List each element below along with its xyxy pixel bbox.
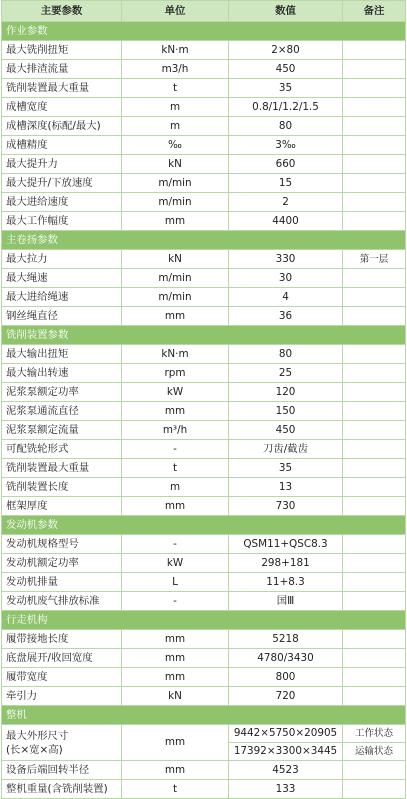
param-name: 泥浆泵额定流量 <box>2 421 122 440</box>
param-name <box>2 725 122 761</box>
param-value: 120 <box>229 383 343 402</box>
section-title: 整机 <box>2 706 406 725</box>
param-unit: ‰ <box>122 136 229 155</box>
param-name: 铣削装置最大重量 <box>2 79 122 98</box>
table-row <box>2 440 406 459</box>
param-note <box>343 687 406 706</box>
param-value: 30 <box>229 269 343 288</box>
param-name: 履带接地长度 <box>2 630 122 649</box>
param-name: 发动机废气排放标准 <box>2 592 122 611</box>
param-name: 最大输出扭矩 <box>2 345 122 364</box>
param-value: 25 <box>229 364 343 383</box>
param-note <box>343 155 406 174</box>
spec-table <box>1 0 406 799</box>
param-unit: mm <box>122 402 229 421</box>
param-unit: t <box>122 79 229 98</box>
param-note <box>343 440 406 459</box>
param-note <box>343 402 406 421</box>
param-unit: - <box>122 535 229 554</box>
param-unit: mm <box>122 497 229 516</box>
section-header <box>2 611 406 630</box>
table-row <box>2 307 406 326</box>
param-name: 最大提升力 <box>2 155 122 174</box>
param-value: 4 <box>229 288 343 307</box>
table-row <box>2 573 406 592</box>
param-unit: m/min <box>122 174 229 193</box>
param-value: 35 <box>229 459 343 478</box>
section-title: 发动机参数 <box>2 516 406 535</box>
param-name: 可配铣轮形式 <box>2 440 122 459</box>
table-row <box>2 155 406 174</box>
table-row <box>2 780 406 799</box>
header-param: 主要参数 <box>2 1 122 22</box>
param-name: 最大输出转速 <box>2 364 122 383</box>
param-unit: - <box>122 440 229 459</box>
param-name: 发动机排量 <box>2 573 122 592</box>
header-row <box>2 1 406 22</box>
param-note <box>343 761 406 780</box>
param-name: 最大提升/下放速度 <box>2 174 122 193</box>
param-value: 0.8/1/1.2/1.5 <box>229 98 343 117</box>
param-value: 660 <box>229 155 343 174</box>
param-value: 80 <box>229 117 343 136</box>
dims-name-line-2: (长×宽×高) <box>6 743 63 756</box>
table-row <box>2 288 406 307</box>
table-row <box>2 79 406 98</box>
param-name: 牵引力 <box>2 687 122 706</box>
param-name: 最大拉力 <box>2 250 122 269</box>
table-row <box>2 345 406 364</box>
param-value: QSM11+QSC8.3 <box>229 535 343 554</box>
param-name: 成槽宽度 <box>2 98 122 117</box>
param-value: 5218 <box>229 630 343 649</box>
param-note <box>343 212 406 231</box>
table-row <box>2 364 406 383</box>
param-name: 成槽深度(标配/最大) <box>2 117 122 136</box>
param-unit: rpm <box>122 364 229 383</box>
param-note <box>343 554 406 573</box>
param-name: 发动机额定功率 <box>2 554 122 573</box>
param-value: 150 <box>229 402 343 421</box>
param-name: 最大进给绳速 <box>2 288 122 307</box>
param-note <box>343 41 406 60</box>
param-unit: m/min <box>122 269 229 288</box>
table-row <box>2 41 406 60</box>
table-row <box>2 478 406 497</box>
param-value: 3‰ <box>229 136 343 155</box>
table-row <box>2 269 406 288</box>
param-note <box>343 98 406 117</box>
param-note <box>343 497 406 516</box>
param-note: 运输状态 <box>343 743 406 761</box>
param-note <box>343 573 406 592</box>
param-value: 800 <box>229 668 343 687</box>
param-note <box>343 345 406 364</box>
table-row <box>2 250 406 269</box>
param-unit: mm <box>122 630 229 649</box>
param-unit: L <box>122 573 229 592</box>
param-value: 450 <box>229 421 343 440</box>
param-note <box>343 592 406 611</box>
param-unit: kN·m <box>122 345 229 364</box>
param-name: 最大工作幅度 <box>2 212 122 231</box>
param-name: 泥浆泵通流直径 <box>2 402 122 421</box>
section-title: 作业参数 <box>2 22 406 41</box>
param-unit: mm <box>122 668 229 687</box>
param-value: 720 <box>229 687 343 706</box>
table-row <box>2 725 406 743</box>
param-note <box>343 535 406 554</box>
param-value: 2 <box>229 193 343 212</box>
param-name: 铣削装置长度 <box>2 478 122 497</box>
section-header <box>2 231 406 250</box>
param-unit: kN <box>122 250 229 269</box>
param-unit: m/min <box>122 288 229 307</box>
param-name: 钢丝绳直径 <box>2 307 122 326</box>
table-row <box>2 421 406 440</box>
param-note <box>343 383 406 402</box>
param-name: 铣削装置最大重量 <box>2 459 122 478</box>
param-value: 133 <box>229 780 343 799</box>
param-name: 最大排渣流量 <box>2 60 122 79</box>
table-row <box>2 174 406 193</box>
param-note <box>343 136 406 155</box>
param-name: 成槽精度 <box>2 136 122 155</box>
table-row <box>2 193 406 212</box>
param-unit: mm <box>122 725 229 761</box>
param-name: 最大绳速 <box>2 269 122 288</box>
param-unit: kN <box>122 687 229 706</box>
param-value: 36 <box>229 307 343 326</box>
param-value: 9442×5750×20905 <box>229 725 343 743</box>
section-title: 铣削装置参数 <box>2 326 406 345</box>
param-unit: m3/h <box>122 60 229 79</box>
param-note <box>343 60 406 79</box>
table-row <box>2 554 406 573</box>
table-row <box>2 630 406 649</box>
table-row <box>2 60 406 79</box>
table-row <box>2 535 406 554</box>
param-note: 第一层 <box>343 250 406 269</box>
param-unit: mm <box>122 761 229 780</box>
param-name: 最大进给速度 <box>2 193 122 212</box>
header-note: 备注 <box>343 1 406 22</box>
table-row <box>2 761 406 780</box>
section-title: 主卷扬参数 <box>2 231 406 250</box>
param-note <box>343 630 406 649</box>
param-note <box>343 668 406 687</box>
param-note: 工作状态 <box>343 725 406 743</box>
param-note <box>343 780 406 799</box>
table-row <box>2 649 406 668</box>
param-value: 13 <box>229 478 343 497</box>
table-row <box>2 592 406 611</box>
param-unit: mm <box>122 649 229 668</box>
param-name: 履带宽度 <box>2 668 122 687</box>
param-unit: m <box>122 478 229 497</box>
table-row <box>2 687 406 706</box>
table-row <box>2 212 406 231</box>
param-unit: m/min <box>122 193 229 212</box>
param-value: 35 <box>229 79 343 98</box>
param-note <box>343 307 406 326</box>
param-note <box>343 193 406 212</box>
table-row <box>2 117 406 136</box>
param-name: 整机重量(含铣削装置) <box>2 780 122 799</box>
section-header <box>2 22 406 41</box>
param-note <box>343 117 406 136</box>
param-value: 11+8.3 <box>229 573 343 592</box>
param-value: 330 <box>229 250 343 269</box>
param-unit: t <box>122 459 229 478</box>
param-note <box>343 421 406 440</box>
table-row <box>2 497 406 516</box>
section-header <box>2 516 406 535</box>
param-unit: kN·m <box>122 41 229 60</box>
param-unit: mm <box>122 212 229 231</box>
param-value: 730 <box>229 497 343 516</box>
param-unit: t <box>122 780 229 799</box>
param-name: 泥浆泵额定功率 <box>2 383 122 402</box>
header-unit: 单位 <box>122 1 229 22</box>
param-unit: m <box>122 117 229 136</box>
param-value: 4780/3430 <box>229 649 343 668</box>
param-value: 刀齿/截齿 <box>229 440 343 459</box>
param-name: 发动机规格型号 <box>2 535 122 554</box>
param-note <box>343 79 406 98</box>
section-header <box>2 326 406 345</box>
table-row <box>2 98 406 117</box>
param-unit: kN <box>122 155 229 174</box>
param-name: 设备后端回转半径 <box>2 761 122 780</box>
param-unit: kW <box>122 383 229 402</box>
param-note <box>343 174 406 193</box>
table-row <box>2 383 406 402</box>
param-value: 国Ⅲ <box>229 592 343 611</box>
param-unit: m³/h <box>122 421 229 440</box>
param-value: 2×80 <box>229 41 343 60</box>
table-row <box>2 402 406 421</box>
dims-name-line-1: 最大外形尺寸 <box>6 729 69 742</box>
table-row <box>2 668 406 687</box>
param-note <box>343 364 406 383</box>
param-note <box>343 269 406 288</box>
param-note <box>343 288 406 307</box>
param-name: 框架厚度 <box>2 497 122 516</box>
param-name: 底盘展开/收回宽度 <box>2 649 122 668</box>
section-title: 行走机构 <box>2 611 406 630</box>
param-value: 80 <box>229 345 343 364</box>
param-value: 298+181 <box>229 554 343 573</box>
param-unit: m <box>122 98 229 117</box>
section-header <box>2 706 406 725</box>
param-value: 450 <box>229 60 343 79</box>
param-value: 15 <box>229 174 343 193</box>
param-value: 4400 <box>229 212 343 231</box>
param-value: 4523 <box>229 761 343 780</box>
table-row <box>2 459 406 478</box>
param-unit: kW <box>122 554 229 573</box>
param-unit: mm <box>122 307 229 326</box>
param-value: 17392×3300×3445 <box>229 743 343 761</box>
table-row <box>2 136 406 155</box>
param-name: 最大铣削扭矩 <box>2 41 122 60</box>
header-value: 数值 <box>229 1 343 22</box>
param-unit: - <box>122 592 229 611</box>
param-note <box>343 478 406 497</box>
param-note <box>343 649 406 668</box>
param-note <box>343 459 406 478</box>
